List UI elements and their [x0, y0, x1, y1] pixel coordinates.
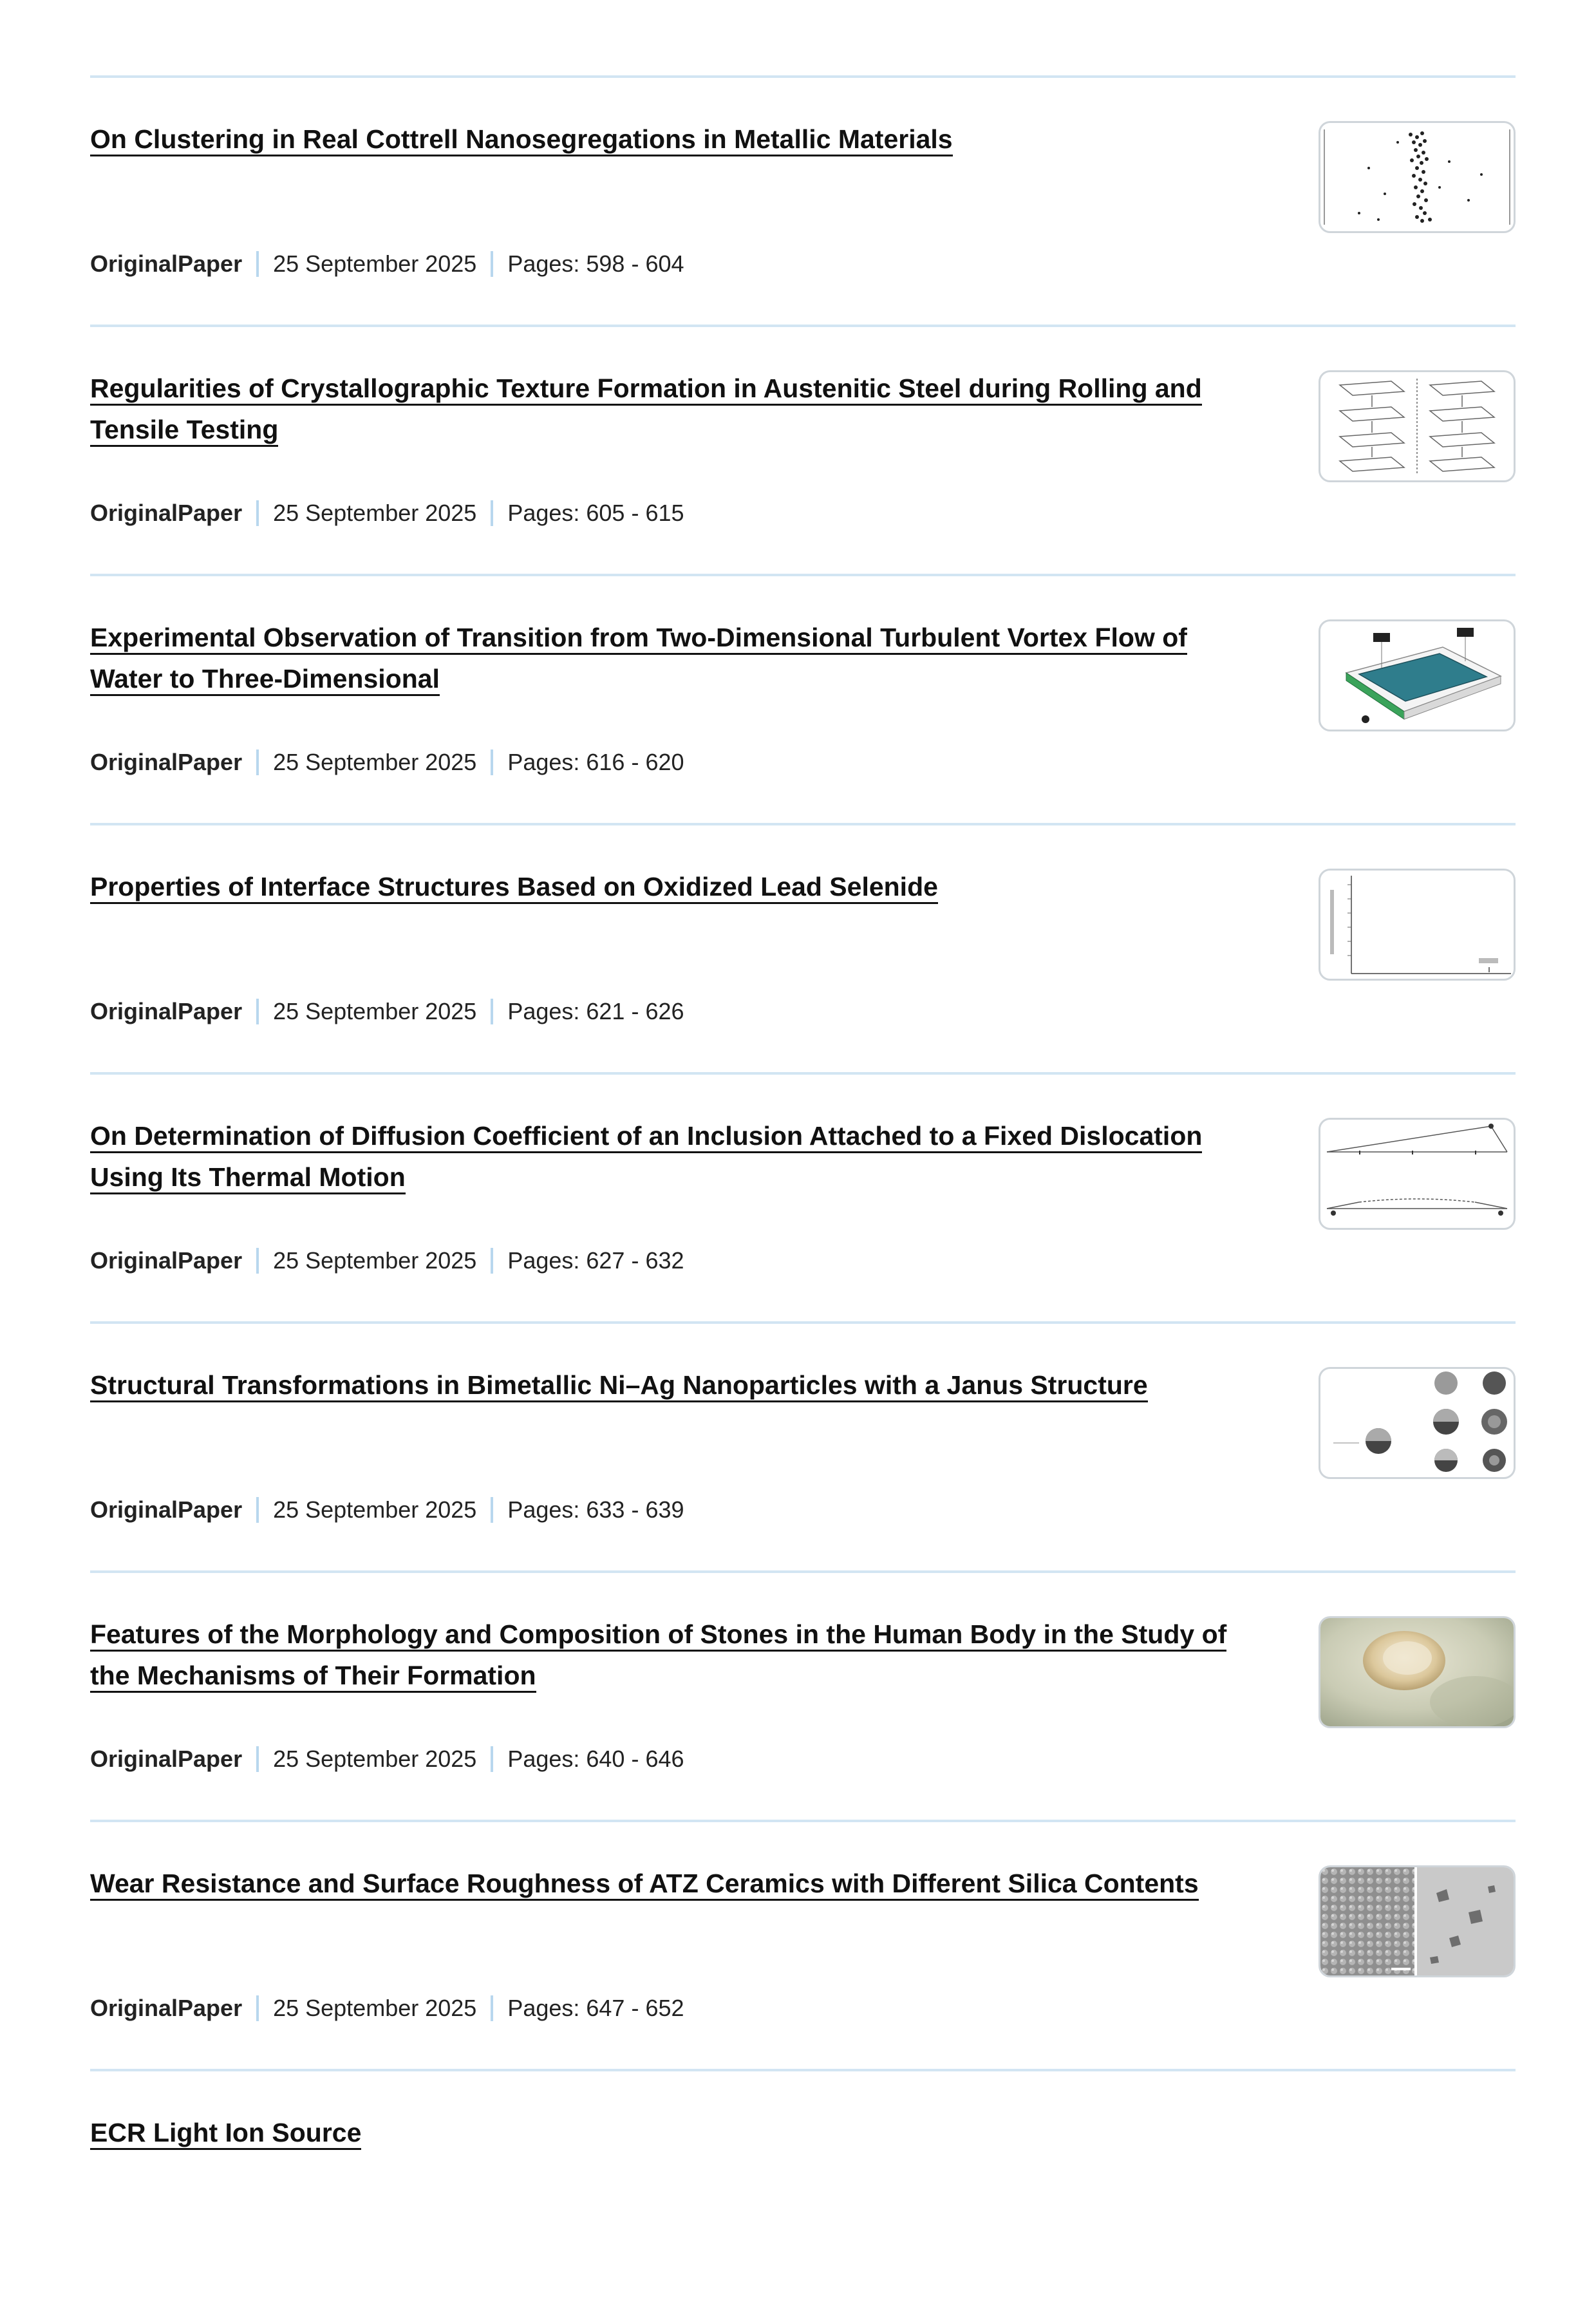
- article-title: [90, 118, 1249, 160]
- meta-separator: [256, 1497, 259, 1523]
- article-thumbnail[interactable]: [1319, 121, 1516, 233]
- article-title-link[interactable]: Structural Transformations in Bimetallic Ni–Ag Nanoparticles with a Janus Structure: [90, 1370, 1148, 1402]
- article-title-link[interactable]: Features of the Morphology and Composition of Stones in the Human Body in the Study of the Mechanisms of Their Formation: [90, 1619, 1226, 1693]
- article-meta: [90, 250, 684, 278]
- article-title-link[interactable]: Wear Resistance and Surface Roughness of ATZ Ceramics with Different Silica Contents: [90, 1869, 1199, 1901]
- meta-separator: [256, 1746, 259, 1772]
- meta-separator: [491, 999, 493, 1024]
- article-thumbnail[interactable]: [1319, 619, 1516, 731]
- article-meta: [90, 997, 684, 1026]
- article-item: [90, 1822, 1516, 2069]
- publication-date: 25 September 2025: [273, 1496, 477, 1523]
- page-range: Pages: 621 - 626: [507, 998, 684, 1024]
- article-list: [90, 75, 1516, 2318]
- article-title: [90, 1364, 1249, 1406]
- article-thumbnail[interactable]: [1319, 1865, 1516, 1977]
- article-type: OriginalPaper: [90, 1995, 243, 2021]
- article-type: OriginalPaper: [90, 749, 243, 775]
- article-item: [90, 2071, 1516, 2318]
- page-range: Pages: 633 - 639: [507, 1496, 684, 1523]
- article-title: [90, 368, 1249, 450]
- article-title: [90, 1614, 1249, 1696]
- article-type: OriginalPaper: [90, 500, 243, 526]
- meta-separator: [491, 749, 493, 775]
- article-item: [90, 576, 1516, 823]
- page-range: Pages: 616 - 620: [507, 749, 684, 775]
- meta-separator: [491, 251, 493, 277]
- article-title: [90, 617, 1249, 699]
- article-title-link[interactable]: ECR Light Ion Source: [90, 2118, 361, 2150]
- meta-separator: [256, 251, 259, 277]
- page-range: Pages: 627 - 632: [507, 1247, 684, 1274]
- publication-date: 25 September 2025: [273, 998, 477, 1024]
- publication-date: 25 September 2025: [273, 1247, 477, 1274]
- article-title-link[interactable]: On Determination of Diffusion Coefficient of an Inclusion Attached to a Fixed Dislocation Using Its Thermal Motion: [90, 1121, 1202, 1194]
- article-meta: [90, 1994, 684, 2022]
- publication-date: 25 September 2025: [273, 749, 477, 775]
- article-meta: [90, 499, 684, 527]
- publication-date: 25 September 2025: [273, 1995, 477, 2021]
- nanoparticle-figure: [1320, 1369, 1514, 1477]
- article-title: [90, 866, 1249, 907]
- article-thumbnail[interactable]: [1319, 1367, 1516, 1479]
- meta-separator: [491, 1746, 493, 1772]
- publication-date: 25 September 2025: [273, 500, 477, 526]
- publication-date: 25 September 2025: [273, 1746, 477, 1772]
- article-meta: [90, 1496, 684, 1524]
- schematic-figure: [1320, 372, 1514, 480]
- article-meta: [90, 1247, 684, 1275]
- meta-separator: [491, 1497, 493, 1523]
- dislocation-figure: [1320, 1120, 1514, 1228]
- page-range: Pages: 640 - 646: [507, 1746, 684, 1772]
- article-item: [90, 327, 1516, 574]
- article-thumbnail[interactable]: [1319, 1616, 1516, 1728]
- article-title-link[interactable]: Regularities of Crystallographic Texture Formation in Austenitic Steel during Rolling and Tensile Testing: [90, 373, 1202, 447]
- meta-separator: [491, 500, 493, 526]
- micrograph-figure: [1320, 1867, 1514, 1975]
- spectrum-figure: [1320, 871, 1514, 979]
- meta-separator: [491, 1995, 493, 2021]
- page-range: Pages: 598 - 604: [507, 250, 684, 277]
- article-title-link[interactable]: Experimental Observation of Transition from Two-Dimensional Turbulent Vortex Flow of Water to Three-Dimensional: [90, 623, 1187, 696]
- article-thumbnail[interactable]: [1319, 869, 1516, 981]
- meta-separator: [256, 1995, 259, 2021]
- article-type: OriginalPaper: [90, 250, 243, 277]
- article-type: OriginalPaper: [90, 1746, 243, 1772]
- article-thumbnail[interactable]: [1319, 1118, 1516, 1230]
- meta-separator: [491, 1248, 493, 1274]
- meta-separator: [256, 1248, 259, 1274]
- article-meta: [90, 748, 684, 777]
- article-title-link[interactable]: Properties of Interface Structures Based on Oxidized Lead Selenide: [90, 872, 938, 904]
- article-title: [90, 1863, 1249, 1904]
- page-range: Pages: 647 - 652: [507, 1995, 684, 2021]
- article-title: [90, 2112, 1249, 2153]
- article-type: OriginalPaper: [90, 998, 243, 1024]
- page-range: Pages: 605 - 615: [507, 500, 684, 526]
- article-title: [90, 1115, 1249, 1198]
- stone-photo: [1320, 1618, 1514, 1726]
- meta-separator: [256, 500, 259, 526]
- apparatus-figure: [1320, 621, 1514, 730]
- article-type: OriginalPaper: [90, 1247, 243, 1274]
- article-title-link[interactable]: On Clustering in Real Cottrell Nanosegregations in Metallic Materials: [90, 124, 953, 156]
- publication-date: 25 September 2025: [273, 250, 477, 277]
- article-item: [90, 825, 1516, 1072]
- article-type: OriginalPaper: [90, 1496, 243, 1523]
- article-thumbnail[interactable]: [1319, 370, 1516, 482]
- article-item: [90, 1573, 1516, 1820]
- article-item: [90, 78, 1516, 325]
- article-meta: [90, 1745, 684, 1773]
- article-item: [90, 1075, 1516, 1321]
- meta-separator: [256, 999, 259, 1024]
- meta-separator: [256, 749, 259, 775]
- scatter-figure: [1320, 123, 1514, 231]
- article-item: [90, 1324, 1516, 1570]
